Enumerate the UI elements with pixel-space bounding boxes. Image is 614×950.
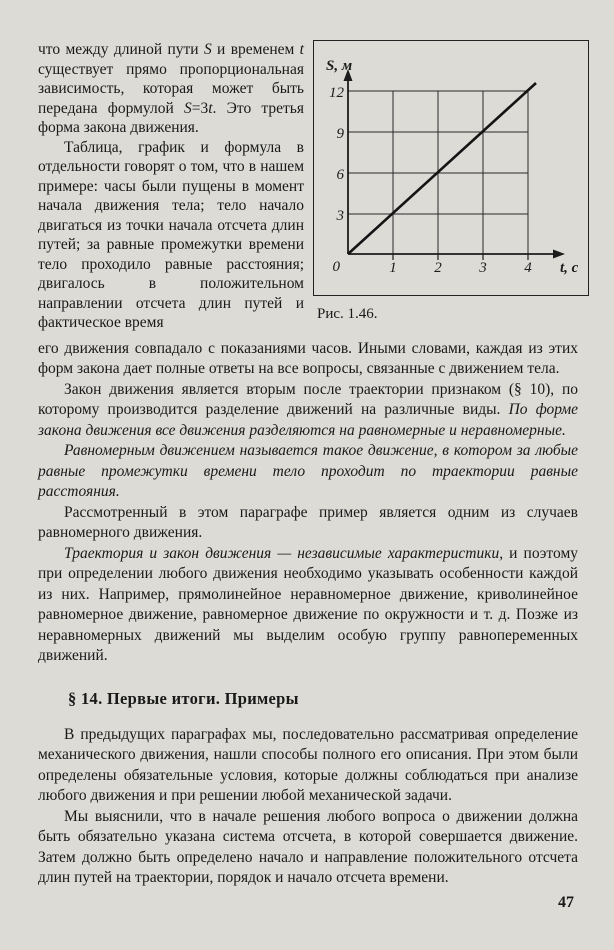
paragraph-uniform-motion-definition: Равномерным движением называется такое движение, в котором за любые равные промежутки времени тело проходит по траектории равные расстояния. — [38, 442, 578, 500]
paragraph-we-found-out: Мы выяснили, что в начале решения любого вопроса о движении должна быть обязательно указана система отсчета, в которой совершается движение. Затем должно быть определено начало и направление положительного отсчета длин путей на траектории, порядок и начало отсчета времени. — [38, 807, 578, 886]
x-axis-label: t, с — [560, 260, 579, 276]
section-heading: § 14. Первые итоги. Примеры — [68, 688, 299, 708]
left-text-column — [38, 40, 304, 333]
page-number: 47 — [558, 894, 574, 911]
x-tick-2: 2 — [434, 260, 442, 276]
paragraph-law-of-motion: Закон движения является вторым после траектории признаком (§ 10), по которому производится разделение движений на различные виды. По форме закона движения все движения разделяются на равномерные и неравномерные. — [38, 380, 578, 439]
figure-1-46 — [313, 40, 590, 323]
y-axis-label: S, м — [326, 58, 353, 74]
x-tick-1: 1 — [389, 260, 397, 276]
paragraph-proportional-law: что между длиной пути S и временем t существует прямо пропорциональная зависимость, которая может быть передана формулой S=3t. Это третья форма закона движения. — [38, 41, 304, 136]
origin-label: 0 — [332, 259, 340, 275]
x-tick-3: 3 — [479, 260, 487, 276]
full-width-text — [38, 339, 590, 889]
figure-caption: Рис. 1.46. — [317, 306, 378, 322]
x-tick-4: 4 — [524, 260, 532, 276]
axes — [348, 77, 557, 254]
paragraph-previous-paragraphs: В предыдущих параграфах мы, последовательно рассматривая определение механического движения, нашли способы полного его описания. При этом были определены обязательные условия, которые должны соблюдаться при анализе любого движения и при решении любой механической задачи. — [38, 725, 578, 804]
paragraph-trajectory-and-law: Траектория и закон движения — независимые характеристики, и поэтому при определении любого движения необходимо указывать особенности каждой из них. Например, прямолинейное неравномерное движение, криволинейное равномерное движение, равномерное движение по окружности и т. д. Позже из неравномерных движений мы выделим особую группу равнопеременных движений. — [38, 544, 579, 664]
x-axis-arrow-icon — [553, 250, 565, 259]
paragraph-continuation: его движения совпадало с показаниями часов. Иными словами, каждая из этих форм закона дает полные ответы на все вопросы, связанные с движением тела. — [38, 339, 578, 377]
two-column-section — [38, 40, 590, 333]
paragraph-example-case: Рассмотренный в этом параграфе пример является одним из случаев равномерного движения. — [38, 503, 578, 541]
y-tick-6: 6 — [336, 167, 344, 183]
y-tick-3: 3 — [336, 208, 344, 224]
y-tick-12: 12 — [329, 85, 344, 101]
y-tick-9: 9 — [336, 126, 344, 142]
paragraph-table-graph-formula: Таблица, график и формула в отдельности говорят о том, что в нашем примере: часы были пущены в момент начала движения тела; тело начало двигаться из точки начала отсчета длин путей; за равные промежутки времени тело проходило равные расстояния; двигалось в положительном направлении отсчета длин путей и фактическое время — [38, 138, 304, 331]
figure-chart-svg — [314, 41, 588, 295]
figure-frame — [313, 40, 589, 296]
data-line-s-equals-3t — [348, 83, 536, 254]
page-content — [38, 40, 590, 889]
